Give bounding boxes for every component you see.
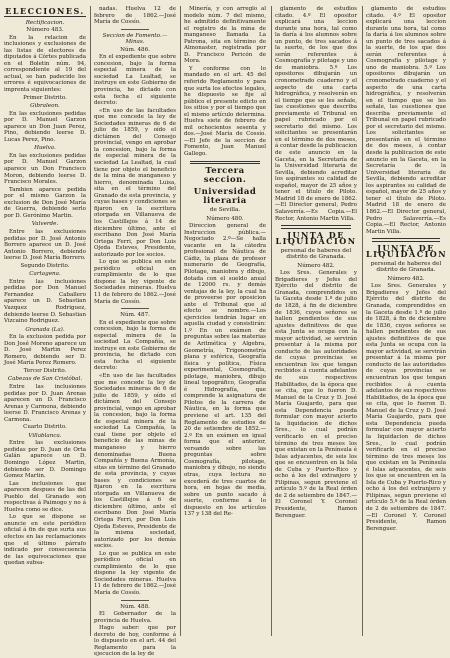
- column-rule: [90, 6, 91, 636]
- paragraph: Entre las inclusiones pedidas por Don Manuel Fernandez Caballero aparece un D. Sebastian Vazquez Rodriguez, debiendo leerse D. Sebastian Vizcaino Rodriguez.: [4, 278, 86, 325]
- column-5: [366, 6, 446, 636]
- junta-subheading: personal de haberes del distrito de Granada.: [280, 247, 352, 261]
- paragraph: glamento de estudios citado. 4.º El opositor explicará una leccion durante una hora, tal como la daría á los alumnos sobre un punto, de tres sacados á la suerte, de los que dos serán referentes á Cosmografía y pilotage y uno de maniobra. 5.º Los opositores dibujarán un cronometrado cuaderno y el aspecto de una carta hidrográfica, y resolverán en el tiempo que se les señale, las cuestiones que describa previamente el Tribunal en papel rubricado por el secretario del mismo. Los solicitantes se presentarán en el término de dos meses, á contar desde la publicacion de este anuncio en la Gaceta, en la Secretaría de la Universidad literaria de Sevilla, debiendo acreditar los aspirantes su calidad de español, mayor de 25 años y tener el título de Piloto. Madrid 18 de enero de 1862.—El Director general, Pedro Salaverría.—Es Copia.—El Rector, Antonio Martin Villa.: [275, 6, 357, 222]
- town-heading: Cartagena.: [29, 271, 61, 278]
- paragraph: Hago saber: que por decreto de hoy, conforme á lo dispuesto en el art. 44 del Reglamento para la ejecucion de la ley de: [94, 625, 176, 658]
- paragraph: En las exclusiones pedidas por D. Manuel Garzon aparece un Don Juan Perez, Pino, debiendo leerse D. Lucas Perez, Pino.: [4, 110, 86, 143]
- district-heading: Segundo Distrito.: [20, 262, 70, 269]
- notice-number: Núm. 486.: [120, 46, 150, 53]
- column-2: [94, 6, 176, 658]
- paragraph: Entre las exclusiones pedidas por D. Juan de Orta Galán aparece un D. Domingo López Martin, debiendo ser D. Domingo Gomez Martin.: [4, 440, 86, 480]
- double-rule: [372, 238, 440, 242]
- section-title-junta: JUNTA DE LIQUIDACION: [275, 229, 357, 247]
- town-heading: Valverde.: [31, 221, 59, 228]
- paragraph: El Gobernador de la provincia de Huelva.: [94, 611, 176, 624]
- column-4: [275, 6, 357, 636]
- divider: [121, 308, 149, 309]
- paragraph: En la exclusion pedida por Don José Moreno aparece un D. José Martin Perez Romero, debiendo ser D. José María Perez Romero.: [4, 334, 86, 367]
- junta-subheading: personal de haberes del distrito de Granada.: [370, 260, 442, 274]
- paragraph: Minería, y con arreglo al modelo núm. 7 del mismo, he admitido definitivamente el registro de la mina de manganeso llamada La Patrona, sita en término de Almonaster, registrada por D. Francisco Pericón de Mora.: [184, 6, 266, 65]
- notice-number: Número 480.: [206, 215, 244, 222]
- paragraph: glamento de estudios citado. 4.º El opositor explicará una leccion durante una hora, tal como la daría á los alumnos sobre un punto de tres sacados á la suerte, de los que dos serán referentes á Cosmografía y pilotage y uno de maniobra. 5.º Los opositores dibujarán un cronometrado cuaderno y el aspecto de una carta hidrográfica, y resolverán en el tiempo que se les señale, las cuestiones que describa previamente el Tribunal en papel rubricado por el secretario del mismo. Los solicitantes se presentarán en el término de dos meses, á contar desde la publicacion de este anuncio en la Gaceta, en la Secretaría de la Universidad literaria de Sevilla, debiendo acreditar los aspirantes su calidad de español, mayor de 25 años y tener el título de Piloto. Madrid 18 de enero de 1862.—El Director general, Pedro Salaverría.—Es Copia.—El Rector, Antonio Martin Villa.: [366, 6, 446, 235]
- section-title-tercera: Tercera seccion.: [203, 166, 247, 186]
- town-heading: Huelva.: [34, 145, 56, 152]
- paragraph: Lo que se publica en este periódico oficial en cumplimiento de lo que dispone la ley vigente de Sociedades mineras. Huelva 11 de febrero de 1862.—José María de Cossío.: [94, 259, 176, 305]
- paragraph: Lo que se dispone se anuncie en este periódico oficial á fin de que surta sus efectos en las reclamaciones que el último párrafo indicado por consecuencia de las equivocaciones que quedan subsa-: [4, 514, 86, 567]
- double-rule: [190, 161, 260, 165]
- district-heading: Tercer Distrito.: [23, 367, 67, 374]
- paragraph: Entre las inclusiones pedidas por D. Juan Arenas aparecen un D. Francisco Arenas y Carmona, debiendo leerse D. Francisco Arenas y Carmona.: [4, 383, 86, 423]
- column-rule: [180, 6, 181, 636]
- paragraph: En la relacion de inclusiones y exclusiones de las listas de electores de diputados á Córtes publicada en el Boletin núm. 94, correspondiente al 19 del actual, se han padecido los errores é equivocaciones de imprenta siguientes:: [4, 34, 86, 94]
- notice-number: Número 483.: [26, 27, 64, 34]
- university-heading: Universidad literaria: [193, 187, 257, 207]
- section-title-junta: JUNTA DE LIQUIDACION: [366, 242, 448, 260]
- paragraph: Direccion general de Instruccion pública.—Negociado 2.º—Se halla vacante en la cátedra profesional de Náutica de Cádiz, la plaza de profesor numerario de Geografía, Pilotage, maniobra y dibujo, dotada con el sueldo anual de 12000 rs. y demás ventajas de la ley, la cual ha de proveerse por oposicion ante el Tribunal que al efecto se nombre.—Los ejercicios tendrán lugar en aquella ciudad y consistirán: 1.º En un exámen de preguntas sobre las materias de Aritmética y Algebra, Geometría, Trigonometría plana y esférica, Geografía física y política, Física experimental, Cosmografía, pilotage, maniobra, dibujo lineal topográfico, Geografía é Hidrografía, que comprende la asignatura de Pilotos de la carrera de Náutica, en la forma que previene el art. 135 del Reglamento de estudios de 20 de setiembre de 1852.—2.º En un exámen en igual forma que el anterior, versando sobre las preguntas sobre Cosmografía, pilotage, maniobra y dibujo, no siendo otras, cuya lectura no excederá de tres cuartos de hora, en hojas de media, sobre un punto sacado á suerte, conforme á lo dispuesto en los artículos 137 y 138 del Re-: [184, 223, 266, 518]
- paragraph: Entre las exclusiones pedidas por D. José Antonio Borrero aparece un D. José Antonio Borrero, debiendo leerse D. José María Borrero.: [4, 228, 86, 262]
- paragraph: Lo que se publica en este periódico oficial en cumplimiento de lo que dispone la ley vigente de Sociedades mineras. Huelva 11 de febrero de 1862.—José María de Cossío.: [94, 550, 176, 597]
- district-heading: Cuarto Distrito.: [23, 424, 67, 431]
- column-rule: [362, 6, 363, 636]
- notice-number: Número 482.: [297, 262, 335, 269]
- district-heading: Primer Distrito.: [23, 94, 67, 101]
- notice-number: Núm. 487.: [120, 312, 150, 319]
- town-heading: Granada (La).: [25, 326, 65, 333]
- paragraph: Los Sres. Generales y Brigadieres y Jefes del Ejército del distrito de Granada, comprendidos en la Gaceta desde 1.º de julio de 1828, á fin de diciembre de 1836, cuyos señores se hallen pendientes de sus ajustes definitivos de que esta Junta se ocupa con la mayor actividad, se servirán presentar á la misma por conducto de las autoridades de cuyas provincias se encuentran los que tengan recibidos á cuenta adelantos de sus respectivos Habilitados, de la época que se cita, que lo fueron D. Manuel de la Cruz y D. José María Guajardo, para que esta Dependencia pueda formular con mayor acierto la liquidacion de dichos Sres., lo cual podrán verificarlo en el preciso término de tres meses los que existan en la Península é Islas adyacentes, de seis los que se encuentren en la Isla de Cuba y Puerto-Rico y ocho á los del extranjero y Filipinas, segun previene el artículo 5.º de la Real órden de 2 de setiembre de 1847.—El Coronel Y. Coronel Presidente, Ramon Berenguer.: [275, 270, 357, 519]
- column-rule: [271, 6, 272, 636]
- paragraph: «En uso de las facultades que me concede la ley de Sociedades mineras de 6 de julio de 1859, y oído el dictámen del Consejo provincial, vengo en aprobar la concesion, bajo la forma de especial minera de la sociedad La Lealtad, la cual tiene por objeto el beneficio de la mina de manganeso y hierro, denominada Luisa, sita en el término del Granado de esta provincia, y cuyas bases y condiciones se fijaron en la escritura otorgada en Villanueva de los Castillejos á 14 de diciembre último, ante el escribano Don José María Ortega Ferri, por Don Luis Ojeda Esteves, Presidente, autorizado por los socios.: [94, 107, 176, 258]
- paragraph: nadas. Huelva 12 de febrero de 1862.—José María de Cossío.: [94, 6, 176, 26]
- paragraph: En las exclusiones pedidas por D. Manuel Garzon aparece un Don Francisco Moron, debiendo leerse D. Francisco Morales.: [4, 152, 86, 186]
- university-subheading: de Sevilla.: [209, 207, 241, 214]
- column-3: [184, 6, 266, 636]
- town-heading: Gibraleon.: [30, 103, 60, 110]
- notice-number: Número 482.: [387, 275, 425, 282]
- double-rule: [281, 225, 351, 229]
- divider: [121, 29, 149, 30]
- subsection-heading: Rectificacion.: [25, 19, 65, 26]
- paragraph: Y conforme con lo mandado en el art. 45 del referido Reglamento y para que surta los efectos legales, he dispuesto se fije al público el presente edicto en los sitios y por el tiempo que el mismo artículo determina. Huelva siete de febrero de mil ochocientos sesenta y dos.—José María de Cossío.—El Jefe de la seccion de Fomento, Juan Manuel Gallego.: [184, 65, 266, 158]
- paragraph: «En uso de las facultades que me concede la ley de Sociedades mineras de 6 de julio de 1859, y oído el dictámen del Consejo provincial, vengo en aprobar la concesion, bajo la forma de especial minera de la sociedad La Compañía, la cual tiene por objeto el beneficio de las minas de manganeso y hierro denominadas Buena Compañía y Buena Armonía, sitas en término del Granado de esta provincia, y cuyas bases y condiciones se fijaron en la escritura otorgada en Villanueva de los Castillejos á 6 de diciembre último, ante el escribano Don José María Ortega Ferri, por Don Luis Ojeda Esteves, Presidente de la misma sociedad, autorizado por los demás socios.: [94, 372, 176, 550]
- paragraph: En el expediente que sobre concesion, bajo la forma especial minera de la sociedad La Lealtad, se instruye en este Gobierno de provincia, he dictado con esta fecha el siguiente decreto:: [94, 54, 176, 107]
- notice-number: Núm. 488.: [120, 603, 150, 610]
- paragraph: En el expediente que sobre concesion, bajo la forma de especial minera de la sociedad La Compañía, se instruye en este Gobierno de provincia, he dictado con esta fecha el siguiente decreto:: [94, 319, 176, 372]
- column-1: [4, 6, 86, 636]
- paragraph: Los Sres. Generales y Brigadieres y Jefes del Ejército del distrito de Granada, comprendidos en la Gaceta desde 1.º de julio de 1828, á fin de diciembre de 1836, cuyos señores se hallen pendientes de sus ajustes definitivos de que esta Junta se ocupa con la mayor actividad, se servirán presentar á la misma por conducto de las autoridades de cuyas provincias se encuentran los que tengan recibidos á cuenta adelantos de sus respectivos Habilitados, de la época que se cita, que lo fueron D. Manuel de la Cruz y D. José María Guajardo, para que esta Dependencia pueda formular con mayor acierto la liquidacion de dichos Sres., lo cual podrán verificarlo en el preciso término de tres meses los que existan en la Península é Islas adyacentes, de seis los que se encuentren en la Isla de Cuba y Puerto-Rico y ocho á los del extranjero y Filipinas, segun previene el artículo 5.º de la Real órden de 2 de setiembre de 1847.—El Coronel Y. Coronel Presidente, Ramon Berenguer.: [366, 283, 446, 532]
- paragraph: Tambien aparece pedida por el mismo Garzon la exclusion de Don José María de Guerra, debiendo serlo por D. Gerónimo Martin.: [4, 186, 86, 219]
- town-heading: Villablanca.: [28, 432, 62, 439]
- divider: [121, 600, 149, 601]
- paragraph: Las inclusiones que aparecen despues de las del Pueblo del Granado son respectivas á Paimogo y no á Huelva como se dice.: [4, 480, 86, 513]
- town-heading: Cabezas de San Cristóbal.: [7, 376, 83, 383]
- subsection-heading: Seccion de Fomento.—Minas.: [102, 32, 168, 46]
- section-title-elecciones: ELECCIONES.: [5, 6, 85, 16]
